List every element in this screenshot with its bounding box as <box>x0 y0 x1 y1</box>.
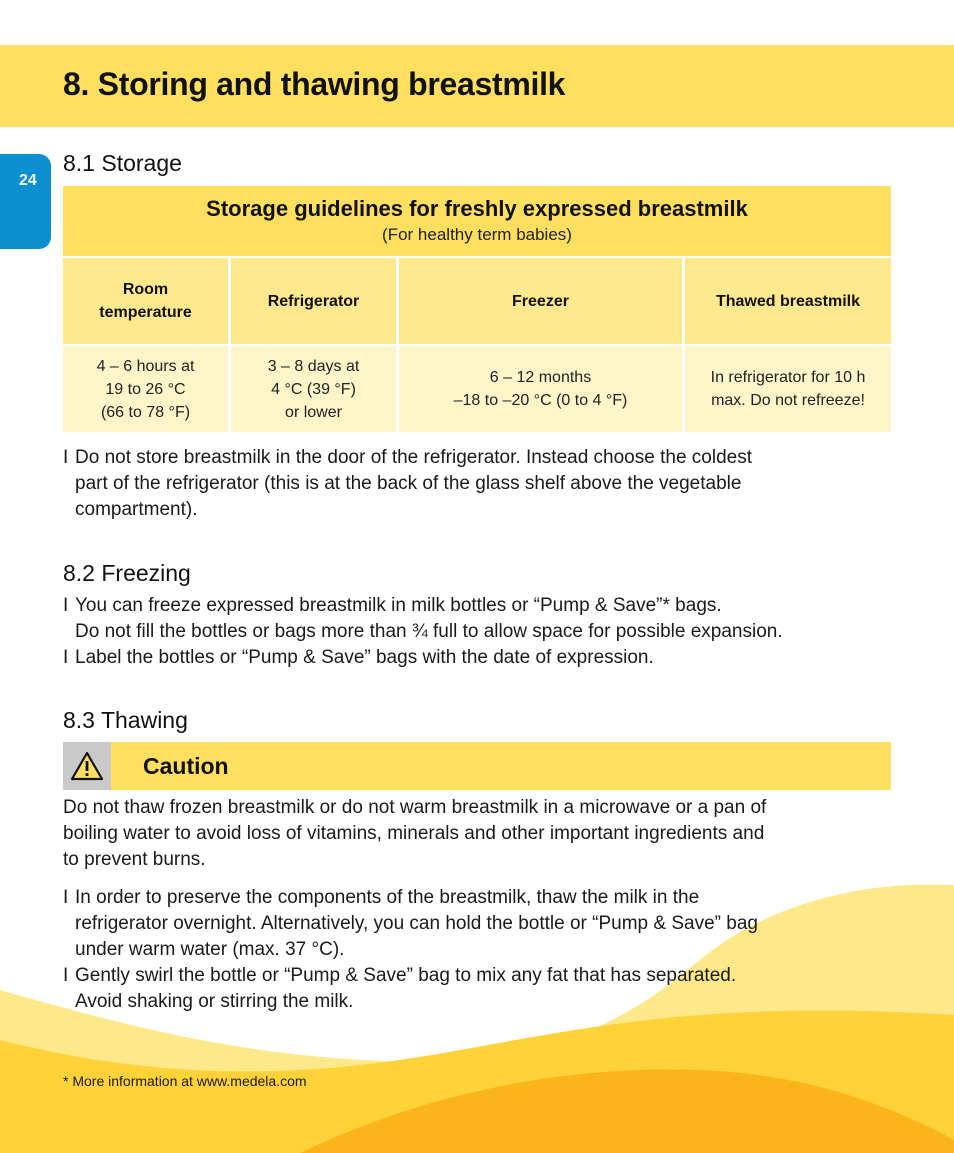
table-header-row <box>63 258 891 344</box>
warning-icon-box <box>63 742 111 790</box>
bullet-mark: I <box>63 647 69 668</box>
bullet-mark: I <box>63 887 69 908</box>
bullet-mark: I <box>63 965 69 986</box>
chapter-title: 8. Storing and thawing breastmilk <box>63 66 566 102</box>
header-cell-thawed-breastmilk: Thawed breastmilk <box>685 258 891 344</box>
bullet-mark: I <box>63 447 69 468</box>
list-item <box>63 593 893 645</box>
table-subtitle: (For healthy term babies) <box>382 225 572 244</box>
header-cell-refrigerator: Refrigerator <box>231 258 396 344</box>
list-item-text: Label the bottles or “Pump & Save” bags with the date of expression. <box>75 647 654 668</box>
caution-text: Do not thaw frozen breastmilk or do not warm breastmilk in a microwave or a pan of boiling water to avoid loss of vitamins, minerals and other important ingredients and to prevent burns. <box>63 797 767 870</box>
table-title-block <box>63 186 891 256</box>
value-cell-freezer: 6 – 12 months –18 to –20 °C (0 to 4 °F) <box>399 346 682 432</box>
list-item-text: Gently swirl the bottle or “Pump & Save” bag to mix any fat that has separated. Avoid shaking or stirring the milk. <box>75 965 737 1012</box>
list-item <box>63 885 893 963</box>
section-heading-thawing: 8.3 Thawing <box>63 707 188 733</box>
list-item-text: You can freeze expressed breastmilk in milk bottles or “Pump & Save”* bags. Do not fill the bottles or bags more than ¾ full to allow space for possible expansion. <box>75 595 783 642</box>
storage-notes-list <box>63 445 893 523</box>
header-cell-freezer: Freezer <box>399 258 682 344</box>
caution-label: Caution <box>143 753 229 779</box>
value-cell-room-temperature: 4 – 6 hours at 19 to 26 °C (66 to 78 °F) <box>63 346 228 432</box>
table-row <box>63 346 891 432</box>
warning-triangle-icon <box>70 751 104 781</box>
table-title: Storage guidelines for freshly expressed breastmilk <box>206 196 748 221</box>
value-cell-refrigerator: 3 – 8 days at 4 °C (39 °F) or lower <box>231 346 396 432</box>
bullet-mark: I <box>63 595 69 616</box>
page-number: 24 <box>19 172 37 189</box>
footnote: * More information at www.medela.com <box>63 1073 307 1089</box>
storage-guidelines-table <box>63 186 891 432</box>
thawing-notes-list <box>63 885 893 1015</box>
list-item <box>63 963 893 1015</box>
page-tab <box>0 154 51 249</box>
freezing-notes-list <box>63 593 893 671</box>
caution-banner <box>63 742 891 790</box>
value-cell-thawed-breastmilk: In refrigerator for 10 h max. Do not refreeze! <box>685 346 891 432</box>
list-item-text: In order to preserve the components of the breastmilk, thaw the milk in the refrigerator overnight. Alternatively, you can hold the bottle or “Pump & Save” bag under warm water (max. 37 °C). <box>75 887 758 960</box>
section-heading-freezing: 8.2 Freezing <box>63 560 191 586</box>
list-item <box>63 445 893 523</box>
section-heading-storage: 8.1 Storage <box>63 150 182 176</box>
list-item-text: Do not store breastmilk in the door of the refrigerator. Instead choose the coldest part of the refrigerator (this is at the back of the glass shelf above the vegetable compartment). <box>75 447 752 520</box>
header-cell-room-temperature: Room temperature <box>63 258 228 344</box>
list-item <box>63 645 893 671</box>
